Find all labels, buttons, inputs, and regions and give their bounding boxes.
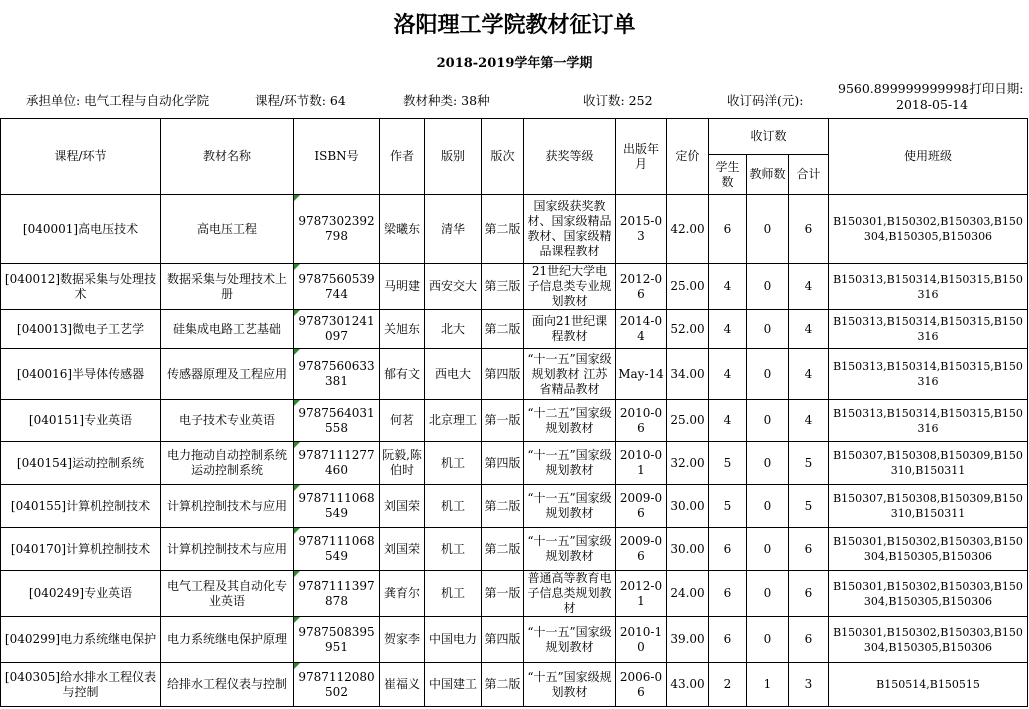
textbook-order-table bbox=[0, 118, 1028, 707]
publisher-cell: 机工 bbox=[425, 442, 482, 485]
students-cell: 5 bbox=[709, 442, 747, 485]
teachers-cell: 0 bbox=[747, 442, 789, 485]
info-yang-block bbox=[838, 81, 1028, 113]
total-cell: 5 bbox=[789, 442, 829, 485]
table-row bbox=[1, 528, 1028, 571]
edition-cell: 第三版 bbox=[482, 264, 524, 310]
award-cell: 普通高等教育电子信息类规划教材 bbox=[524, 571, 616, 617]
course-cell: [040299]电力系统继电保护 bbox=[1, 617, 161, 663]
price-cell: 25.00 bbox=[667, 400, 709, 442]
award-cell: 21世纪大学电子信息类专业规划教材 bbox=[524, 264, 616, 310]
teachers-cell: 0 bbox=[747, 485, 789, 528]
classes-cell: B150307,B150308,B150309,B150310,B150311 bbox=[829, 442, 1028, 485]
edition-cell: 第一版 bbox=[482, 571, 524, 617]
author-cell: 刘国荣 bbox=[380, 485, 425, 528]
book-name-cell: 计算机控制技术与应用 bbox=[161, 485, 294, 528]
course-cell: [040154]运动控制系统 bbox=[1, 442, 161, 485]
edition-cell: 第二版 bbox=[482, 663, 524, 707]
price-cell: 34.00 bbox=[667, 349, 709, 400]
pubdate-cell: 2009-06 bbox=[616, 528, 667, 571]
isbn-cell: 9787508395951 bbox=[294, 617, 380, 663]
price-cell: 25.00 bbox=[667, 264, 709, 310]
book-name-cell: 给排水工程仪表与控制 bbox=[161, 663, 294, 707]
pubdate-cell: 2010-06 bbox=[616, 400, 667, 442]
classes-cell: B150301,B150302,B150303,B150304,B150305,B150306 bbox=[829, 571, 1028, 617]
course-cell: [040012]数据采集与处理技术 bbox=[1, 264, 161, 310]
info-unit: 承担单位: 电气工程与自动化学院 bbox=[26, 93, 210, 108]
teachers-cell: 1 bbox=[747, 663, 789, 707]
info-yang-value: 9560.899999999998打印日期: bbox=[838, 81, 1024, 96]
term-label: 2018-2019学年第一学期 bbox=[436, 56, 593, 71]
edition-cell: 第四版 bbox=[482, 617, 524, 663]
isbn-cell: 9787112080502 bbox=[294, 663, 380, 707]
price-cell: 24.00 bbox=[667, 571, 709, 617]
teachers-cell: 0 bbox=[747, 400, 789, 442]
pubdate-cell: 2009-06 bbox=[616, 485, 667, 528]
page-title: 洛阳理工学院教材征订单 bbox=[393, 12, 636, 38]
author-cell: 马明建 bbox=[380, 264, 425, 310]
col-orders: 收订数 bbox=[709, 119, 829, 155]
book-name-cell: 电气工程及其自动化专业英语 bbox=[161, 571, 294, 617]
classes-cell: B150313,B150314,B150315,B150316 bbox=[829, 264, 1028, 310]
col-classes: 使用班级 bbox=[829, 119, 1028, 195]
award-cell: “十一五”国家级规划教材 bbox=[524, 528, 616, 571]
table-row bbox=[1, 663, 1028, 707]
isbn-cell: 9787111068549 bbox=[294, 485, 380, 528]
isbn-cell: 9787302392798 bbox=[294, 195, 380, 264]
isbn-cell: 9787564031558 bbox=[294, 400, 380, 442]
author-cell: 梁曦东 bbox=[380, 195, 425, 264]
classes-cell: B150313,B150314,B150315,B150316 bbox=[829, 400, 1028, 442]
award-cell: “十一五”国家级规划教材 bbox=[524, 442, 616, 485]
author-cell: 何茗 bbox=[380, 400, 425, 442]
pubdate-cell: 2010-10 bbox=[616, 617, 667, 663]
info-orders: 收订数: 252 bbox=[583, 93, 653, 108]
students-cell: 6 bbox=[709, 617, 747, 663]
course-cell: [040170]计算机控制技术 bbox=[1, 528, 161, 571]
table-row bbox=[1, 400, 1028, 442]
students-cell: 6 bbox=[709, 528, 747, 571]
publisher-cell: 清华 bbox=[425, 195, 482, 264]
classes-cell: B150307,B150308,B150309,B150310,B150311 bbox=[829, 485, 1028, 528]
col-course: 课程/环节 bbox=[1, 119, 161, 195]
pubdate-cell: 2014-04 bbox=[616, 310, 667, 349]
students-cell: 4 bbox=[709, 349, 747, 400]
students-cell: 4 bbox=[709, 264, 747, 310]
classes-cell: B150301,B150302,B150303,B150304,B150305,B150306 bbox=[829, 528, 1028, 571]
students-cell: 2 bbox=[709, 663, 747, 707]
pubdate-cell: 2012-06 bbox=[616, 264, 667, 310]
col-students: 学生数 bbox=[709, 155, 747, 195]
edition-cell: 第二版 bbox=[482, 485, 524, 528]
table-row bbox=[1, 485, 1028, 528]
award-cell: “十五”国家级规划教材 bbox=[524, 663, 616, 707]
total-cell: 4 bbox=[789, 400, 829, 442]
table-body bbox=[1, 195, 1028, 707]
teachers-cell: 0 bbox=[747, 310, 789, 349]
author-cell: 龚育尔 bbox=[380, 571, 425, 617]
col-award: 获奖等级 bbox=[524, 119, 616, 195]
col-edition: 版次 bbox=[482, 119, 524, 195]
pubdate-cell: 2006-06 bbox=[616, 663, 667, 707]
total-cell: 4 bbox=[789, 349, 829, 400]
col-price: 定价 bbox=[667, 119, 709, 195]
author-cell: 刘国荣 bbox=[380, 528, 425, 571]
col-isbn: ISBN号 bbox=[294, 119, 380, 195]
col-teachers: 教师数 bbox=[747, 155, 789, 195]
classes-cell: B150301,B150302,B150303,B150304,B150305,B150306 bbox=[829, 195, 1028, 264]
book-name-cell: 数据采集与处理技术上册 bbox=[161, 264, 294, 310]
book-name-cell: 电子技术专业英语 bbox=[161, 400, 294, 442]
award-cell: 国家级获奖教材、国家级精品教材、国家级精品课程教材 bbox=[524, 195, 616, 264]
teachers-cell: 0 bbox=[747, 528, 789, 571]
publisher-cell: 机工 bbox=[425, 571, 482, 617]
award-cell: “十一五”国家级规划教材 江苏省精品教材 bbox=[524, 349, 616, 400]
total-cell: 6 bbox=[789, 571, 829, 617]
teachers-cell: 0 bbox=[747, 264, 789, 310]
pubdate-cell: 2012-01 bbox=[616, 571, 667, 617]
info-kinds: 教材种类: 38种 bbox=[403, 93, 490, 108]
book-name-cell: 计算机控制技术与应用 bbox=[161, 528, 294, 571]
table-header bbox=[1, 119, 1028, 195]
course-cell: [040001]高电压技术 bbox=[1, 195, 161, 264]
classes-cell: B150301,B150302,B150303,B150304,B150305,B150306 bbox=[829, 617, 1028, 663]
table-row bbox=[1, 264, 1028, 310]
isbn-cell: 9787301241097 bbox=[294, 310, 380, 349]
print-date: 2018-05-14 bbox=[896, 97, 969, 112]
students-cell: 4 bbox=[709, 310, 747, 349]
edition-cell: 第一版 bbox=[482, 400, 524, 442]
course-cell: [040013]微电子工艺学 bbox=[1, 310, 161, 349]
col-pubdate: 出版年月 bbox=[616, 119, 667, 195]
book-name-cell: 电力拖动自动控制系统运动控制系统 bbox=[161, 442, 294, 485]
total-cell: 4 bbox=[789, 310, 829, 349]
isbn-cell: 9787111277460 bbox=[294, 442, 380, 485]
total-cell: 4 bbox=[789, 264, 829, 310]
isbn-cell: 9787560633381 bbox=[294, 349, 380, 400]
table-row bbox=[1, 195, 1028, 264]
award-cell: “十二五”国家级规划教材 bbox=[524, 400, 616, 442]
course-cell: [040305]给水排水工程仪表与控制 bbox=[1, 663, 161, 707]
classes-cell: B150313,B150314,B150315,B150316 bbox=[829, 349, 1028, 400]
table-row bbox=[1, 617, 1028, 663]
author-cell: 崔福义 bbox=[380, 663, 425, 707]
publisher-cell: 西电大 bbox=[425, 349, 482, 400]
total-cell: 3 bbox=[789, 663, 829, 707]
book-name-cell: 电力系统继电保护原理 bbox=[161, 617, 294, 663]
course-cell: [040155]计算机控制技术 bbox=[1, 485, 161, 528]
course-cell: [040016]半导体传感器 bbox=[1, 349, 161, 400]
classes-cell: B150313,B150314,B150315,B150316 bbox=[829, 310, 1028, 349]
author-cell: 郁有文 bbox=[380, 349, 425, 400]
total-cell: 6 bbox=[789, 528, 829, 571]
pubdate-cell: May-14 bbox=[616, 349, 667, 400]
publisher-cell: 中国建工 bbox=[425, 663, 482, 707]
students-cell: 6 bbox=[709, 571, 747, 617]
book-name-cell: 传感器原理及工程应用 bbox=[161, 349, 294, 400]
price-cell: 42.00 bbox=[667, 195, 709, 264]
col-author: 作者 bbox=[380, 119, 425, 195]
table-row bbox=[1, 442, 1028, 485]
award-cell: “十一五”国家级规划教材 bbox=[524, 617, 616, 663]
publisher-cell: 西安交大 bbox=[425, 264, 482, 310]
price-cell: 30.00 bbox=[667, 528, 709, 571]
publisher-cell: 机工 bbox=[425, 485, 482, 528]
total-cell: 6 bbox=[789, 617, 829, 663]
info-yang-label: 收订码洋(元): bbox=[727, 93, 804, 108]
edition-cell: 第二版 bbox=[482, 528, 524, 571]
publisher-cell: 中国电力 bbox=[425, 617, 482, 663]
teachers-cell: 0 bbox=[747, 571, 789, 617]
author-cell: 阮毅,陈伯时 bbox=[380, 442, 425, 485]
award-cell: 面向21世纪课程教材 bbox=[524, 310, 616, 349]
publisher-cell: 北京理工 bbox=[425, 400, 482, 442]
price-cell: 32.00 bbox=[667, 442, 709, 485]
book-name-cell: 高电压工程 bbox=[161, 195, 294, 264]
teachers-cell: 0 bbox=[747, 617, 789, 663]
students-cell: 6 bbox=[709, 195, 747, 264]
total-cell: 5 bbox=[789, 485, 829, 528]
teachers-cell: 0 bbox=[747, 195, 789, 264]
author-cell: 关旭东 bbox=[380, 310, 425, 349]
book-name-cell: 硅集成电路工艺基础 bbox=[161, 310, 294, 349]
students-cell: 5 bbox=[709, 485, 747, 528]
award-cell: “十一五”国家级规划教材 bbox=[524, 485, 616, 528]
pubdate-cell: 2015-03 bbox=[616, 195, 667, 264]
publisher-cell: 机工 bbox=[425, 528, 482, 571]
course-cell: [040249]专业英语 bbox=[1, 571, 161, 617]
isbn-cell: 9787560539744 bbox=[294, 264, 380, 310]
col-total: 合计 bbox=[789, 155, 829, 195]
course-cell: [040151]专业英语 bbox=[1, 400, 161, 442]
isbn-cell: 9787111397878 bbox=[294, 571, 380, 617]
isbn-cell: 9787111068549 bbox=[294, 528, 380, 571]
classes-cell: B150514,B150515 bbox=[829, 663, 1028, 707]
teachers-cell: 0 bbox=[747, 349, 789, 400]
students-cell: 4 bbox=[709, 400, 747, 442]
author-cell: 贺家李 bbox=[380, 617, 425, 663]
price-cell: 52.00 bbox=[667, 310, 709, 349]
edition-cell: 第二版 bbox=[482, 195, 524, 264]
price-cell: 39.00 bbox=[667, 617, 709, 663]
table-row bbox=[1, 571, 1028, 617]
pubdate-cell: 2010-01 bbox=[616, 442, 667, 485]
info-courses: 课程/环节数: 64 bbox=[255, 93, 346, 108]
publisher-cell: 北大 bbox=[425, 310, 482, 349]
edition-cell: 第二版 bbox=[482, 310, 524, 349]
total-cell: 6 bbox=[789, 195, 829, 264]
table-row bbox=[1, 310, 1028, 349]
price-cell: 30.00 bbox=[667, 485, 709, 528]
col-book: 教材名称 bbox=[161, 119, 294, 195]
price-cell: 43.00 bbox=[667, 663, 709, 707]
col-publisher: 版别 bbox=[425, 119, 482, 195]
edition-cell: 第四版 bbox=[482, 349, 524, 400]
edition-cell: 第四版 bbox=[482, 442, 524, 485]
table-row bbox=[1, 349, 1028, 400]
